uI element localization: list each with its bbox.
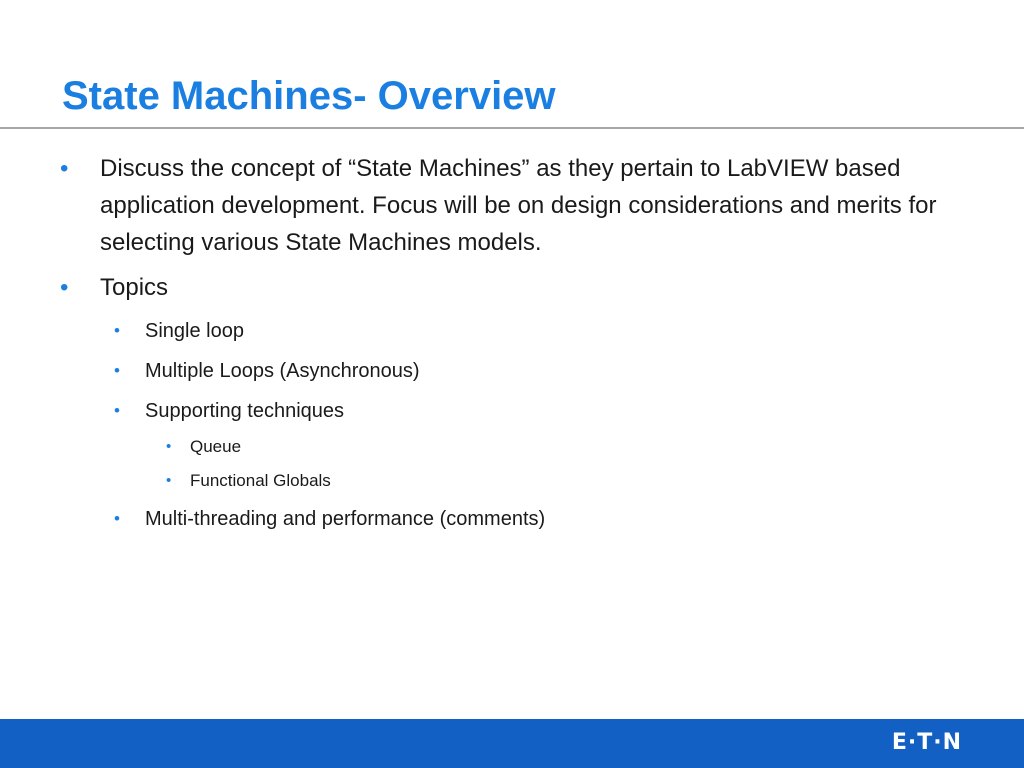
topic-item [0,356,1024,386]
bullet-marker: • [114,401,120,420]
bullet-item [0,150,1024,261]
topic-item [0,316,1024,346]
topic-text: Single loop [145,320,244,342]
topic-item [0,396,1024,426]
bullet-marker: • [114,361,120,380]
slide-title: State Machines- Overview [62,74,556,118]
footer-band [0,719,1024,768]
bullet-marker: • [114,321,120,340]
bullet-marker: • [166,472,172,489]
bullet-marker: • [60,274,69,301]
bullet-item [0,269,1024,306]
topic-item [0,504,1024,534]
subtopic-text: Queue [190,437,242,456]
bullet-marker: • [166,438,172,455]
topic-text: Supporting techniques [145,400,345,422]
subtopic-item [0,468,1024,494]
topic-text: Multi-threading and performance (comments) [145,508,546,530]
bullet-text: Topics [100,274,169,301]
bullet-marker: • [114,509,120,528]
bullet-text: Discuss the concept of “State Machines” as they pertain to LabVIEW based application development. Focus will be on design considerations and merits for selecting various State Machines models. [100,155,937,256]
topic-text: Multiple Loops (Asynchronous) [145,360,420,382]
subtopic-text: Functional Globals [190,471,331,490]
bullet-marker: • [60,155,69,182]
title-divider [0,127,1024,129]
eaton-logo: E·T·N [891,730,962,755]
slide-content [0,150,1024,534]
subtopic-item [0,434,1024,460]
